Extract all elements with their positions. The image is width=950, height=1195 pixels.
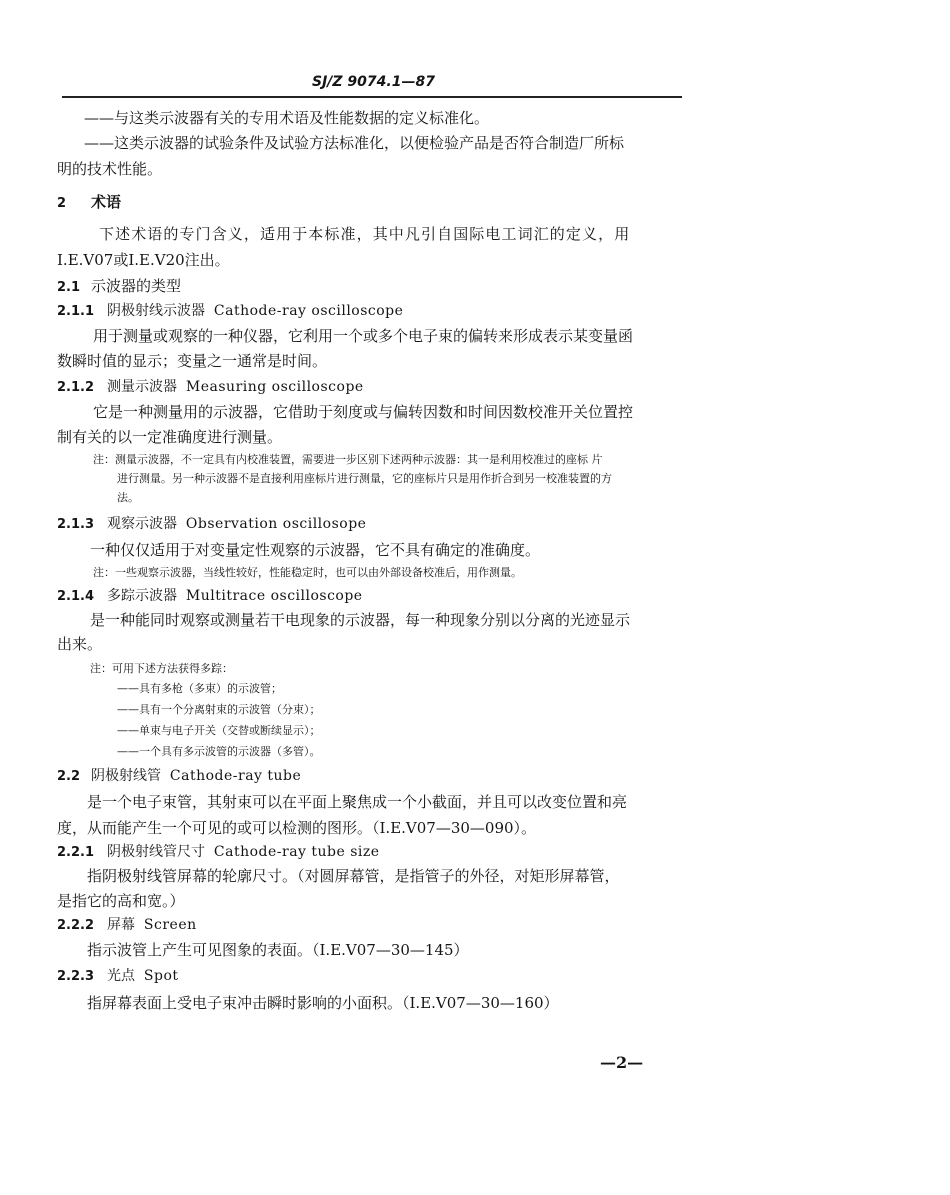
page-header-code: SJ/Z 9074.1—87 — [312, 74, 435, 90]
section-number: 2.1.1 — [57, 304, 95, 319]
section-2-para-2: I.E.V07或I.E.V20注出。 — [57, 251, 230, 269]
section-2-1-2-heading — [57, 377, 364, 398]
term-english: Screen — [143, 917, 197, 933]
section-number: 2.2.1 — [57, 845, 95, 860]
section-2-2-2-para-1: 指示波管上产生可见图象的表面。（I.E.V07—30—145） — [87, 941, 469, 959]
section-2-1-heading — [57, 276, 181, 298]
page-number: —2— — [600, 1053, 644, 1072]
section-number: 2.1.4 — [57, 589, 95, 604]
section-2-1-2-para-2: 制有关的以一定准确度进行测量。 — [57, 428, 283, 446]
section-2-1-2-note-1: 注：测量示波器，不一定具有内校准装置，需要进一步区别下述两种示波器：其一是利用校准过的座标 片 — [93, 453, 603, 466]
section-2-1-2-para-1: 它是一种测量用的示波器，它借助于刻度或与偏转因数和时间因数校准开关位置控 — [93, 403, 634, 421]
header-rule — [62, 96, 682, 98]
section-2-1-4-note: 注：可用下述方法获得多踪： — [90, 662, 233, 675]
section-number: 2.2.2 — [57, 918, 95, 933]
term-english: Cathode-ray tube size — [213, 844, 380, 860]
term-english: Observation oscillosope — [185, 516, 367, 532]
list-item: ——单束与电子开关（交替或断续显示）； — [117, 724, 321, 737]
list-item: ——具有多枪（多束）的示波管； — [117, 682, 282, 695]
section-2-2-1-para-2: 是指它的高和宽。） — [57, 892, 185, 910]
section-2-2-1-heading — [57, 842, 380, 863]
list-item: ——一个具有多示波管的示波器（多管）。 — [117, 745, 321, 758]
term-title: 观察示波器 — [107, 516, 177, 532]
term-english: Cathode-ray oscilloscope — [213, 303, 404, 319]
section-2-2-2-heading — [57, 915, 197, 936]
section-number: 2.1 — [57, 280, 81, 295]
term-title: 屏幕 — [107, 917, 135, 933]
section-2-2-3-para-1: 指屏幕表面上受电子束冲击瞬时影响的小面积。（I.E.V07—30—160） — [87, 994, 559, 1012]
section-title: 术语 — [91, 193, 122, 211]
section-2-1-4-para-2: 出来。 — [57, 635, 103, 653]
intro-line-1: ——与这类示波器有关的专用术语及性能数据的定义标准化。 — [84, 109, 490, 127]
intro-line-2: ——这类示波器的试验条件及试验方法标准化，以便检验产品是否符合制造厂所标 — [84, 134, 625, 152]
term-title: 阴极射线管 — [91, 768, 161, 784]
section-2-1-3-para-1: 一种仅仅适用于对变量定性观察的示波器，它不具有确定的准确度。 — [90, 541, 541, 559]
section-2-2-heading — [57, 766, 301, 787]
section-number: 2.1.2 — [57, 380, 95, 395]
section-number: 2.2 — [57, 769, 81, 784]
intro-line-3: 明的技术性能。 — [57, 160, 163, 178]
section-2-1-4-para-1: 是一种能同时观察或测量若干电现象的示波器，每一种现象分别以分离的光迹显示 — [90, 611, 631, 629]
section-2-1-1-para-1: 用于测量或观察的一种仪器，它利用一个或多个电子束的偏转来形成表示某变量函 — [93, 327, 634, 345]
term-english: Multitrace oscilloscope — [185, 588, 363, 604]
term-english: Spot — [143, 968, 179, 984]
section-number: 2 — [57, 196, 67, 211]
section-2-para-1: 下述术语的专门含义，适用于本标准，其中凡引自国际电工词汇的定义，用 — [99, 225, 631, 243]
term-english: Cathode-ray tube — [169, 768, 302, 784]
term-title: 阴极射线示波器 — [107, 303, 205, 319]
list-item: ——具有一个分离射束的示波管（分束）； — [117, 703, 321, 716]
section-2-1-2-note-2: 进行测量。另一种示波器不是直接利用座标片进行测量，它的座标片只是用作折合到另一校准装置的方 — [117, 472, 612, 485]
term-title: 阴极射线管尺寸 — [107, 844, 205, 860]
section-2-1-2-note-3: 法。 — [117, 491, 139, 504]
section-2-1-1-heading — [57, 301, 403, 322]
section-2-heading — [57, 192, 121, 214]
section-2-2-3-heading — [57, 966, 179, 987]
section-2-2-1-para-1: 指阴极射线管屏幕的轮廓尺寸。（对圆屏幕管，是指管子的外径，对矩形屏幕管， — [87, 867, 620, 885]
term-english: Measuring oscilloscope — [185, 379, 364, 395]
section-2-2-para-2: 度，从而能产生一个可见的或可以检测的图形。（I.E.V07—30—090）。 — [57, 819, 537, 837]
term-title: 多踪示波器 — [107, 588, 177, 604]
section-2-1-4-heading — [57, 586, 363, 607]
section-number: 2.2.3 — [57, 969, 95, 984]
section-2-2-para-1: 是一个电子束管，其射束可以在平面上聚焦成一个小截面，并且可以改变位置和亮 — [87, 793, 628, 811]
section-2-1-3-note-1: 注：一些观察示波器，当线性较好，性能稳定时，也可以由外部设备校准后，用作测量。 — [93, 566, 522, 579]
section-2-1-1-para-2: 数瞬时值的显示；变量之一通常是时间。 — [57, 352, 328, 370]
section-2-1-3-heading — [57, 514, 366, 535]
term-title: 测量示波器 — [107, 379, 177, 395]
term-title: 光点 — [107, 968, 135, 984]
section-title: 示波器的类型 — [91, 277, 182, 295]
section-number: 2.1.3 — [57, 517, 95, 532]
